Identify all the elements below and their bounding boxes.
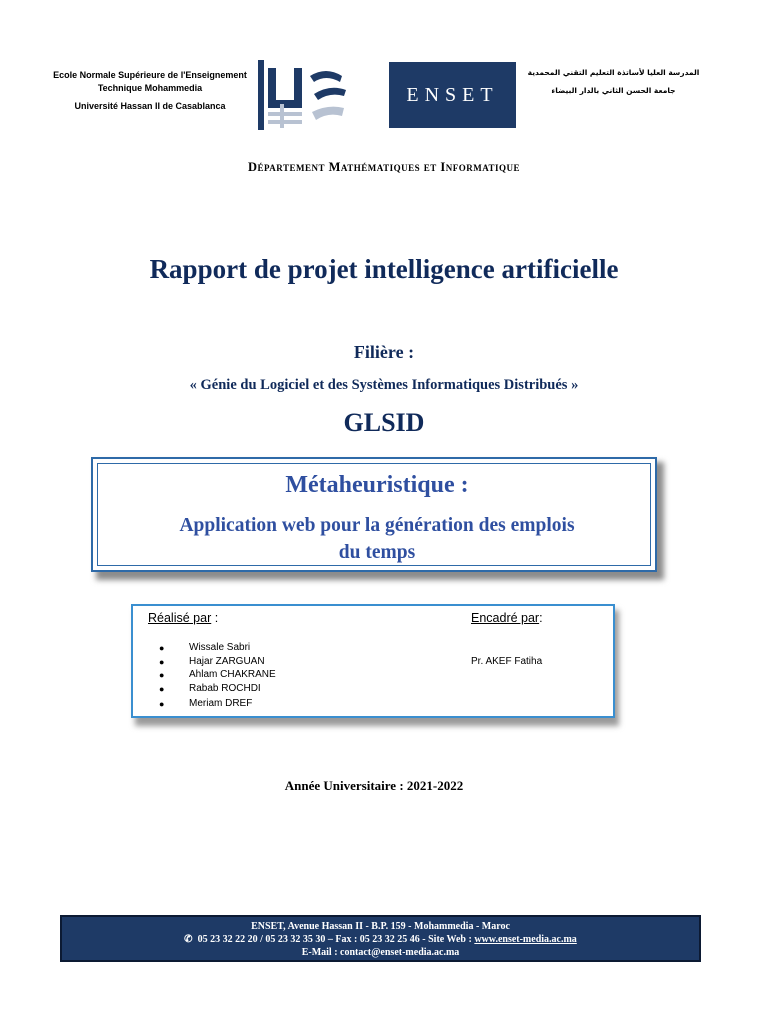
member-name: Hajar ZARGUAN xyxy=(189,656,265,667)
encadre-par-label: Encadré par xyxy=(471,611,540,625)
school-name-line-1: Ecole Normale Supérieure de l'Enseignement xyxy=(53,70,247,80)
footer-phone-line xyxy=(62,933,699,946)
bullet-icon: ● xyxy=(159,699,165,709)
bullet-icon: ● xyxy=(159,657,165,667)
member-name: Wissale Sabri xyxy=(189,642,251,653)
member-name: Rabab ROCHDI xyxy=(189,683,261,694)
uh2-logo-icon xyxy=(254,60,354,130)
arabic-line-1: المدرسة العليا لأساتذة التعليم التقني المحمدية xyxy=(527,68,700,77)
bullet-icon: ● xyxy=(159,670,165,680)
footer-phone-fax: 05 23 32 22 20 / 05 23 32 35 30 – Fax : 05 23 32 25 46 - Site Web : xyxy=(197,934,475,945)
footer-email: E-Mail : contact@enset-media.ac.ma xyxy=(301,947,460,958)
member-name: Meriam DREF xyxy=(189,698,253,709)
realise-par-suffix: : xyxy=(211,611,219,625)
department-name: Département Mathématiques et Informatique xyxy=(247,160,521,174)
member-name: Ahlam CHAKRANE xyxy=(189,669,276,680)
project-title: Métaheuristique : xyxy=(285,472,469,498)
arabic-line-2: جامعة الحسن الثاني بالدار البيضاء xyxy=(551,86,676,95)
filiere-code: GLSID xyxy=(343,408,425,437)
project-subtitle-line-2: du temps xyxy=(338,542,416,563)
arabic-school-name-block xyxy=(526,64,701,100)
phone-icon: ✆ xyxy=(184,934,193,945)
school-name-block xyxy=(40,69,260,113)
university-name: Université Hassan II de Casablanca xyxy=(74,101,226,111)
website-link[interactable]: www.enset-media.ac.ma xyxy=(474,934,577,945)
project-subtitle-line-1: Application web pour la génération des emplois xyxy=(179,515,575,536)
supervisor-name: Pr. AKEF Fatiha xyxy=(471,656,543,667)
team-box xyxy=(131,604,615,718)
bullet-icon: ● xyxy=(159,643,165,653)
enset-logo: ENSET xyxy=(389,62,516,128)
school-name-line-2: Technique Mohammedia xyxy=(97,82,203,93)
realise-par-label: Réalisé par xyxy=(148,611,212,625)
realise-par-heading xyxy=(148,611,218,625)
filiere-name: « Génie du Logiciel et des Systèmes Informatiques Distribués » xyxy=(189,377,579,393)
bullet-icon: ● xyxy=(159,684,165,694)
academic-year: Année Universitaire : 2021-2022 xyxy=(284,778,464,793)
report-title: Rapport de projet intelligence artificielle xyxy=(149,254,619,284)
encadre-par-heading xyxy=(471,611,543,625)
footer-address: ENSET, Avenue Hassan II - B.P. 159 - Mohammedia - Maroc xyxy=(251,921,510,932)
filiere-label: Filière : xyxy=(353,342,415,362)
encadre-par-suffix: : xyxy=(539,611,543,625)
footer-contact-box xyxy=(60,915,701,962)
project-subtitle xyxy=(91,512,663,566)
